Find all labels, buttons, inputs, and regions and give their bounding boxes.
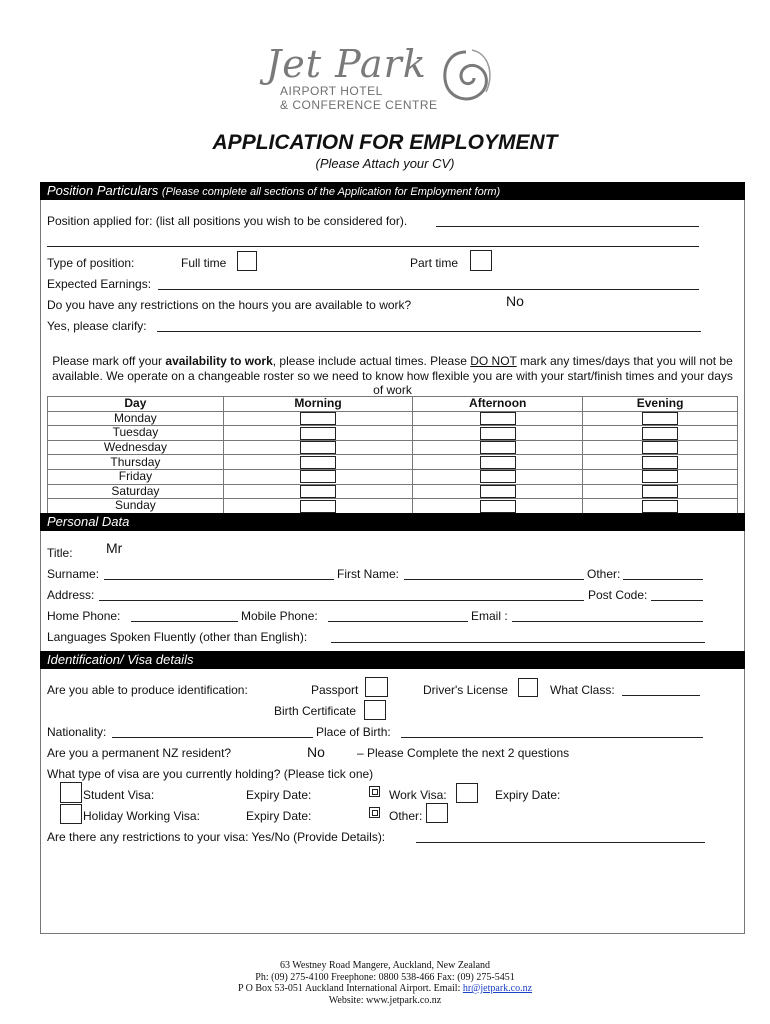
day-cell: Tuesday [48,426,224,441]
home-phone-label: Home Phone: [47,609,121,623]
position-applied-line[interactable] [436,226,699,227]
logo-script: Jet Park [266,42,427,86]
table-row [48,499,738,514]
afternoon-checkbox[interactable] [480,441,516,454]
header-day: Day [48,397,224,412]
passport-label: Passport [311,683,359,697]
evening-cell[interactable] [583,411,738,426]
visa-restrictions-field[interactable] [416,842,705,843]
availability-table [47,396,738,514]
day-cell: Thursday [48,455,224,470]
morning-checkbox[interactable] [300,500,336,513]
part-time-label: Part time [410,256,459,270]
identification-section-bar [40,651,745,669]
evening-checkbox[interactable] [642,412,678,425]
languages-field[interactable] [331,642,705,643]
produce-id-label: Are you able to produce identification: [47,683,248,697]
evening-cell[interactable] [583,499,738,514]
table-row [48,469,738,484]
morning-cell[interactable] [223,455,413,470]
email-field[interactable] [512,621,703,622]
restrictions-answer[interactable]: No [506,293,524,309]
afternoon-cell[interactable] [413,455,583,470]
evening-checkbox[interactable] [642,427,678,440]
student-visa-checkbox[interactable] [60,782,82,803]
part-time-checkbox[interactable] [470,250,492,271]
drivers-license-checkbox[interactable] [518,678,538,697]
nationality-label: Nationality: [47,725,107,739]
logo-line-1: AIRPORT HOTEL [280,84,383,98]
evening-checkbox[interactable] [642,456,678,469]
title-label: Title: [47,546,73,560]
languages-label: Languages Spoken Fluently (other than English): [47,630,308,644]
morning-checkbox[interactable] [300,412,336,425]
afternoon-checkbox[interactable] [480,412,516,425]
birth-certificate-label: Birth Certificate [274,704,357,718]
address-label: Address: [47,588,95,602]
mobile-phone-field[interactable] [328,621,468,622]
availability-header-row [48,397,738,412]
day-cell: Monday [48,411,224,426]
position-applied-line-2[interactable] [47,246,699,247]
type-of-position-label: Type of position: [47,256,135,270]
drivers-license-label: Driver's License [423,683,508,697]
table-row [48,411,738,426]
place-of-birth-field[interactable] [401,737,703,738]
email-label: Email : [471,609,508,623]
day-cell: Sunday [48,499,224,514]
student-expiry-label: Expiry Date: [246,788,312,802]
form-title: APPLICATION FOR EMPLOYMENT [212,131,558,154]
work-visa-checkbox[interactable] [369,786,380,797]
post-code-field[interactable] [651,600,703,601]
place-of-birth-label: Place of Birth: [316,725,391,739]
morning-cell[interactable] [223,484,413,499]
birth-certificate-checkbox[interactable] [364,700,386,720]
afternoon-checkbox[interactable] [480,500,516,513]
other-name-field[interactable] [623,579,703,580]
footer-phone: Ph: (09) 275-4100 Freephone: 0800 538-466 Fax: (09) 275-5451 [255,971,515,983]
visa-question: What type of visa are you currently holding? (Please tick one) [47,767,374,781]
footer [0,960,770,1006]
table-row [48,440,738,455]
clarify-line[interactable] [157,331,701,332]
position-bar-note: (Please complete all sections of the Application for Employment form) [161,186,501,198]
what-class-label: What Class: [550,683,615,697]
holiday-visa-label: Holiday Working Visa: [83,809,200,823]
footer-address: 63 Westney Road Mangere, Auckland, New Zealand [279,960,491,971]
morning-checkbox[interactable] [300,427,336,440]
evening-checkbox[interactable] [642,485,678,498]
evening-cell[interactable] [583,455,738,470]
morning-cell[interactable] [223,499,413,514]
evening-checkbox[interactable] [642,441,678,454]
afternoon-cell[interactable] [413,426,583,441]
afternoon-checkbox[interactable] [480,456,516,469]
holiday-visa-checkbox[interactable] [60,804,82,824]
personal-bar-title: Personal Data [47,514,130,529]
afternoon-cell[interactable] [413,499,583,514]
footer-po-box: P O Box 53-051 Auckland International Airport. Email: hr@jetpark.co.nz [237,983,533,994]
footer-email-link[interactable]: hr@jetpark.co.nz [462,983,533,994]
morning-checkbox[interactable] [300,485,336,498]
position-applied-label: Position applied for: (list all positions you wish to be considered for). [47,214,408,228]
morning-checkbox[interactable] [300,441,336,454]
work-expiry-label: Expiry Date: [495,788,561,802]
morning-cell[interactable] [223,469,413,484]
passport-checkbox[interactable] [365,677,388,697]
expected-earnings-label: Expected Earnings: [47,277,152,291]
day-cell: Friday [48,469,224,484]
evening-cell[interactable] [583,440,738,455]
home-phone-field[interactable] [131,621,238,622]
title-value[interactable]: Mr [106,540,123,556]
header-evening: Evening [583,397,738,412]
full-time-label: Full time [181,256,227,270]
expected-earnings-line[interactable] [158,289,699,290]
mobile-phone-label: Mobile Phone: [241,609,318,623]
position-bar-title: Position Particulars [47,183,159,198]
surname-field[interactable] [104,579,334,580]
position-section-bar [40,182,745,200]
morning-cell[interactable] [223,440,413,455]
afternoon-cell[interactable] [413,484,583,499]
header-morning: Morning [223,397,413,412]
logo-line-2: & CONFERENCE CENTRE [280,98,438,112]
afternoon-cell[interactable] [413,411,583,426]
identification-bar-title: Identification/ Visa details [47,652,194,667]
afternoon-cell[interactable] [413,469,583,484]
morning-checkbox[interactable] [300,456,336,469]
header-afternoon: Afternoon [413,397,583,412]
holiday-expiry-label: Expiry Date: [246,809,312,823]
first-name-field[interactable] [404,579,584,580]
evening-checkbox[interactable] [642,470,678,483]
day-cell: Saturday [48,484,224,499]
permanent-resident-answer[interactable]: No [307,744,325,760]
table-row [48,455,738,470]
table-row [48,426,738,441]
afternoon-cell[interactable] [413,440,583,455]
company-logo [262,38,502,118]
table-row [48,484,738,499]
personal-section-bar [40,513,745,531]
first-name-label: First Name: [337,567,400,581]
afternoon-checkbox[interactable] [480,470,516,483]
address-field[interactable] [99,600,584,601]
other-visa-box[interactable] [426,803,448,823]
visa-restrictions-label: Are there any restrictions to your visa: Yes/No (Provide Details): [47,830,386,844]
restrictions-question: Do you have any restrictions on the hours you are available to work? [47,298,412,312]
work-visa-box[interactable] [456,783,478,803]
surname-label: Surname: [47,567,100,581]
morning-cell[interactable] [223,426,413,441]
clarify-label: Yes, please clarify: [47,319,147,333]
footer-website: Website: www.jetpark.co.nz [328,994,442,1006]
student-visa-label: Student Visa: [83,788,155,802]
work-visa-label: Work Visa: [389,788,447,802]
other-name-label: Other: [587,567,621,581]
logo-swirl-icon [438,46,494,110]
other-visa-checkbox[interactable] [369,807,380,818]
day-cell: Wednesday [48,440,224,455]
evening-cell[interactable] [583,426,738,441]
other-visa-label: Other: [389,809,423,823]
evening-cell[interactable] [583,469,738,484]
evening-cell[interactable] [583,484,738,499]
what-class-field[interactable] [622,695,700,696]
morning-checkbox[interactable] [300,470,336,483]
permanent-resident-question: Are you a permanent NZ resident? [47,746,232,760]
evening-checkbox[interactable] [642,500,678,513]
afternoon-checkbox[interactable] [480,485,516,498]
full-time-checkbox[interactable] [237,251,257,271]
availability-instructions: Please mark off your availability to work, please include actual times. Please DO NOT mark any times/days that you will not be available. We operate on a changeable roster so we need to know how flexible you are with your start/finish times and your days of work [52,354,733,397]
form-subtitle: (Please Attach your CV) [315,156,455,171]
morning-cell[interactable] [223,411,413,426]
post-code-label: Post Code: [588,588,648,602]
afternoon-checkbox[interactable] [480,427,516,440]
nationality-field[interactable] [112,737,313,738]
permanent-resident-note: – Please Complete the next 2 questions [357,746,570,760]
